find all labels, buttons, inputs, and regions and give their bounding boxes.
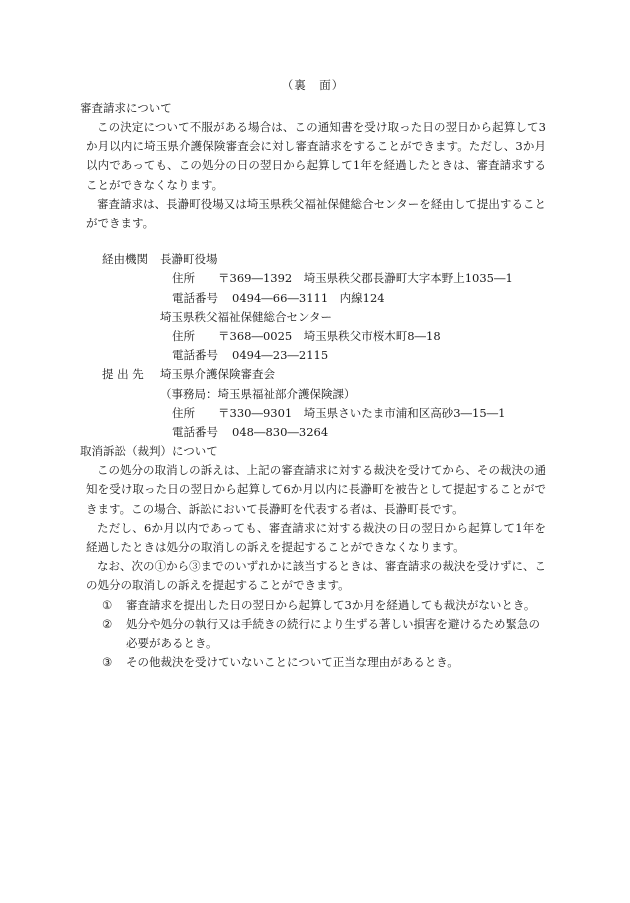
via1-phone: 電話番号 0494―66―3111 内線124: [172, 290, 385, 305]
paragraph: 審査請求は、長瀞町役場又は埼玉県秩父福祉保健総合センターを経由して提出することができます。: [86, 196, 546, 231]
page-side-label: （裏 面）: [281, 78, 345, 92]
list-item: [80, 653, 546, 672]
destination-office: （事務局：埼玉県福祉部介護保険課）: [160, 386, 356, 401]
list-item-text: 処分や処分の執行又は手続きの続行により生ずる著しい損害を避けるため緊急の必要があるとき。: [126, 616, 540, 651]
list-item-number: ①: [102, 597, 113, 612]
via2-name: 埼玉県秩父福祉保健総合センター: [160, 309, 333, 324]
paragraph: なお、次の①から③までのいずれかに該当するときは、審査請求の裁決を受けずに、この処分の取消しの訴えを提起することができます。: [86, 559, 546, 593]
destination-phone: 電話番号 048―830―3264: [172, 425, 329, 440]
condition-list: [80, 596, 546, 673]
section-heading-review-request: 審査請求について: [80, 101, 172, 115]
section-heading-lawsuit: 取消訴訟（裁判）について: [80, 444, 218, 459]
destination-address: 住所 〒330―9301 埼玉県さいたま市浦和区高砂3―15―1: [172, 405, 506, 420]
list-item: [80, 615, 546, 653]
list-item-text: その他裁決を受けていないことについて正当な理由があるとき。: [126, 655, 459, 670]
via-label: 経由機関: [102, 252, 148, 267]
via-row: [80, 250, 546, 269]
address-block: [80, 250, 546, 442]
via2-address: 住所 〒368―0025 埼玉県秩父市桜木町8―18: [172, 329, 441, 344]
list-item: [80, 596, 546, 615]
list-item-number: ③: [102, 655, 113, 670]
destination-name: 埼玉県介護保険審査会: [160, 367, 275, 382]
paragraph: この処分の取消しの訴えは、上記の審査請求に対する裁決を受けてから、その裁決の通知を受け取った日の翌日から起算して6か月以内に長瀞町を被告として提起することができます。この場合、訴訟において長瀞町を代表する者は、長瀞町長です。: [86, 463, 546, 516]
destination-label: 提 出 先: [102, 367, 144, 382]
list-item-text: 審査請求を提出した日の翌日から起算して3か月を経過しても裁決がないとき。: [126, 597, 536, 612]
via1-address: 住所 〒369―1392 埼玉県秩父郡長瀞町大字本野上1035―1: [172, 271, 513, 286]
list-item-number: ②: [102, 616, 113, 631]
paragraph: ただし、6か月以内であっても、審査請求に対する裁決の日の翌日から起算して1年を経過したときは処分の取消しの訴えを提起することができなくなります。: [86, 520, 546, 555]
paragraph: この決定について不服がある場合は、この通知書を受け取った日の翌日から起算して3か月以内に埼玉県介護保険審査会に対し審査請求をすることができます。ただし、3か月以内であっても、この処分の日の翌日から起算して1年を経過したときは、審査請求することができなくなります。: [86, 120, 546, 192]
via2-phone: 電話番号 0494―23―2115: [172, 348, 329, 363]
destination-row: [80, 365, 546, 384]
via1-name: 長瀞町役場: [160, 252, 218, 267]
